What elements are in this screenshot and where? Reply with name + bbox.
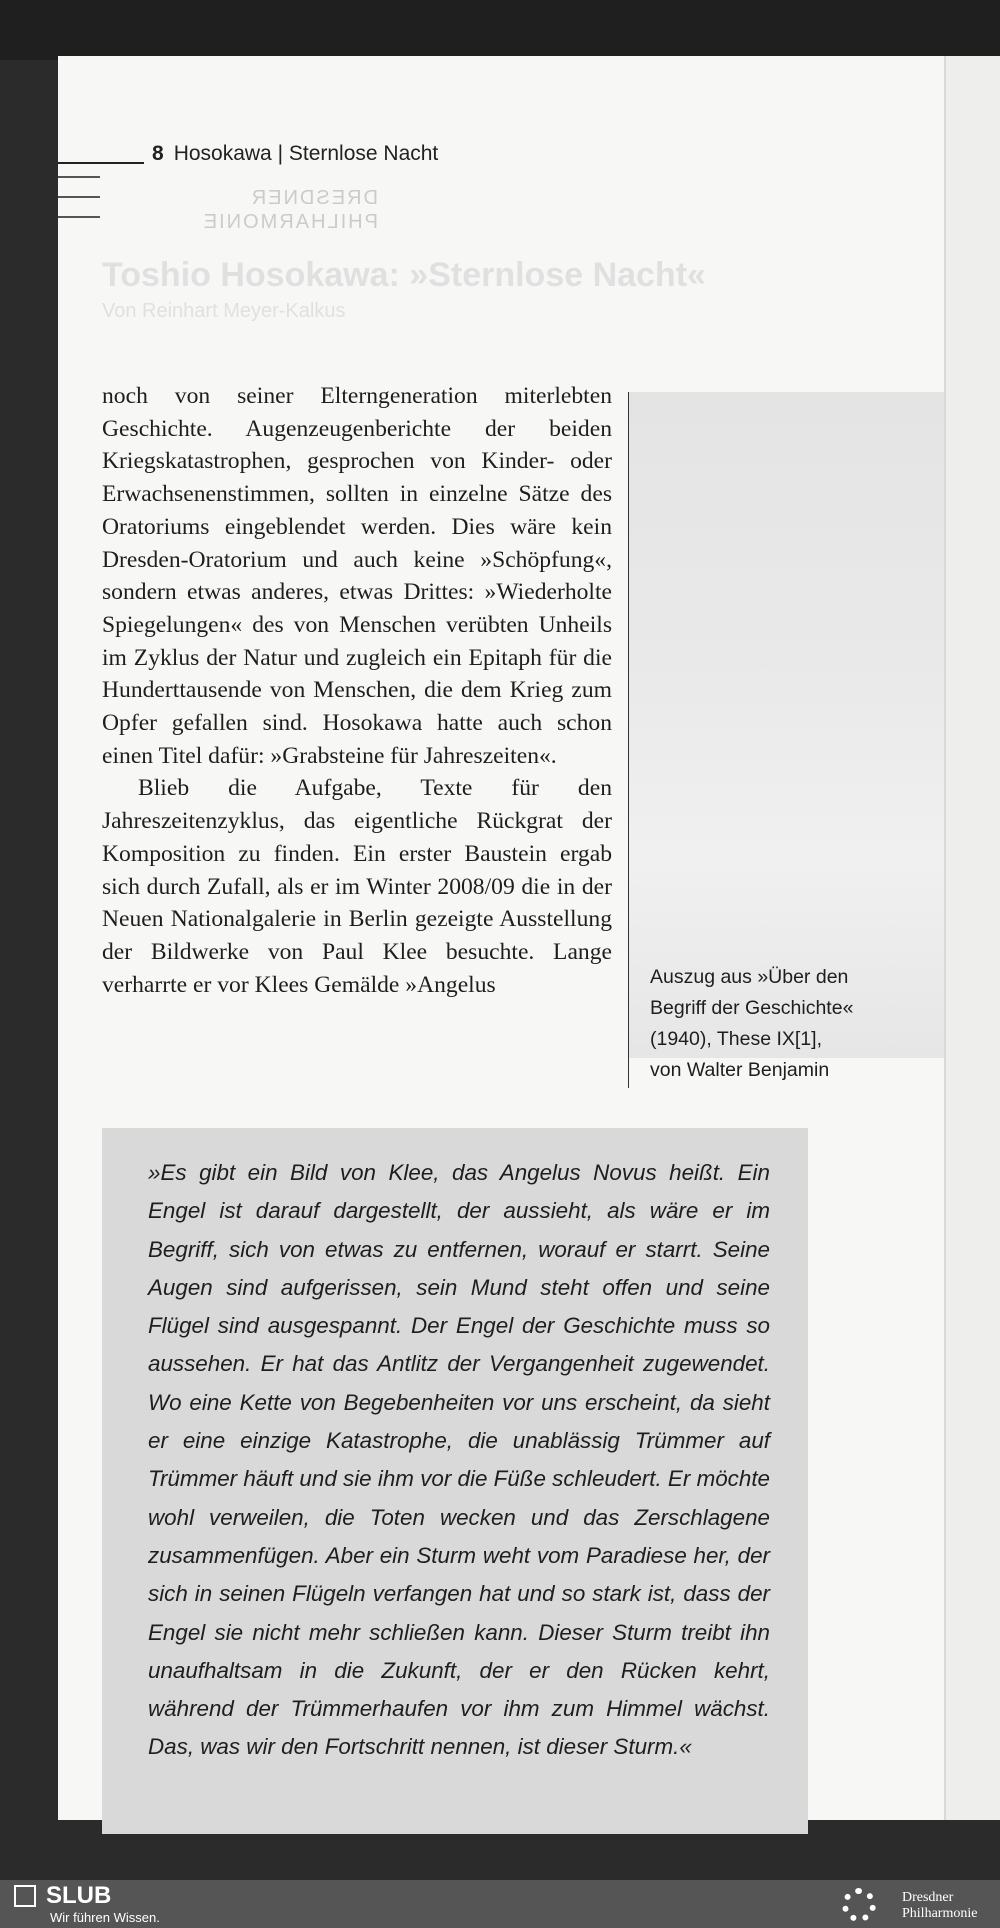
show-through-byline: Von Reinhart Meyer-Kalkus xyxy=(102,300,346,322)
column-divider xyxy=(628,392,629,1088)
page-number: 8 xyxy=(152,142,164,165)
slub-name: SLUB xyxy=(46,1882,112,1909)
sidebar-caption xyxy=(650,962,910,1086)
slub-claim: Wir führen Wissen. xyxy=(50,1910,160,1925)
page-tab-marks xyxy=(58,176,100,236)
show-through-logo-line-1: DRESDNER xyxy=(249,187,378,209)
slub-logo[interactable] xyxy=(14,1882,160,1925)
caption-line: (1940), These IX[1], xyxy=(650,1028,822,1050)
article-body xyxy=(102,380,612,1001)
photo-area xyxy=(628,392,944,1058)
scan-background-top xyxy=(0,0,1000,60)
philharmonie-name-line-1: Dresdner xyxy=(902,1890,954,1905)
philharmonie-sun-icon xyxy=(842,1888,876,1922)
caption-line: Begriff der Geschichte« xyxy=(650,997,854,1019)
caption-line: Auszug aus »Über den xyxy=(650,966,849,988)
slub-mark-icon xyxy=(14,1885,36,1907)
next-page-edge xyxy=(944,56,1000,1820)
philharmonie-name xyxy=(902,1890,977,1922)
running-header xyxy=(152,142,438,166)
header-rule xyxy=(58,162,144,164)
philharmonie-name-line-2: Philharmonie xyxy=(902,1906,978,1921)
benjamin-quote: »Es gibt ein Bild von Klee, das Angelus Novus heißt. Ein Engel ist darauf dargestellt, der aussieht, als wäre er im Begriff, sich von etwas zu entfernen, worauf er starrt. Seine Augen sind aufgerissen, sein Mund steht offen und seine Flügel sind ausgespannt. Der Engel der Geschichte muss so aussehen. Er hat das Antlitz der Vergangenheit zugewendet. Wo eine Kette von Begebenheiten vor uns erscheint, da sieht er eine einzige Katastrophe, die unablässig Trümmer auf Trümmer häuft und sie ihm vor die Füße schleudert. Er möchte wohl verweilen, die Toten wecken und das Zerschlagene zusammenfügen. Aber ein Sturm weht vom Paradiese her, der sich in seinen Flügeln verfangen hat und so stark ist, dass der Engel sie nicht mehr schließen kann. Dieser Sturm treibt ihn unaufhaltsam in die Zukunft, der er den Rücken kehrt, während der Trümmerhaufen vor ihm zum Himmel wächst. Das, was wir den Fortschritt nennen, ist dieser Sturm.« xyxy=(148,1160,770,1760)
document-page xyxy=(58,56,944,1820)
caption-line: von Walter Benjamin xyxy=(650,1059,830,1081)
running-title: Hosokawa | Sternlose Nacht xyxy=(173,142,439,165)
body-paragraph: noch von seiner Elterngeneration miterlebten Geschichte. Augenzeugenberichte der beiden Kriegskatastrophen, gesprochen von Kinder- oder Erwachsenenstimmen, sollten in einzelne Sätze des Oratoriums eingeblendet werden. Dies wäre kein Dresden-Oratorium und auch keine »Schöpfung«, sondern etwas anderes, etwas Drittes: »Wiederholte Spiegelungen« des von Menschen verübten Unheils im Zyklus der Natur und zugleich ein Epitaph für die Hunderttausende von Menschen, die dem Krieg zum Opfer gefallen sind. Hosokawa hatte auch schon einen Titel dafür: »Grabsteine für Jahreszeiten«. xyxy=(102,383,612,769)
show-through-logo-line-2: PHILHARMONIE xyxy=(201,211,378,233)
body-paragraph: Blieb die Aufgabe, Texte für den Jahreszeitenzyklus, das eigentliche Rückgrat der Komposition zu finden. Ein erster Baustein ergab sich durch Zufall, als er im Winter 2008/09 die in der Neuen Nationalgalerie in Berlin gezeigte Ausstellung der Bildwerke von Paul Klee besuchte. Lange verharrte er vor Klees Gemälde »Angelus xyxy=(102,775,612,998)
show-through-title: Toshio Hosokawa: »Sternlose Nacht« xyxy=(102,256,706,294)
